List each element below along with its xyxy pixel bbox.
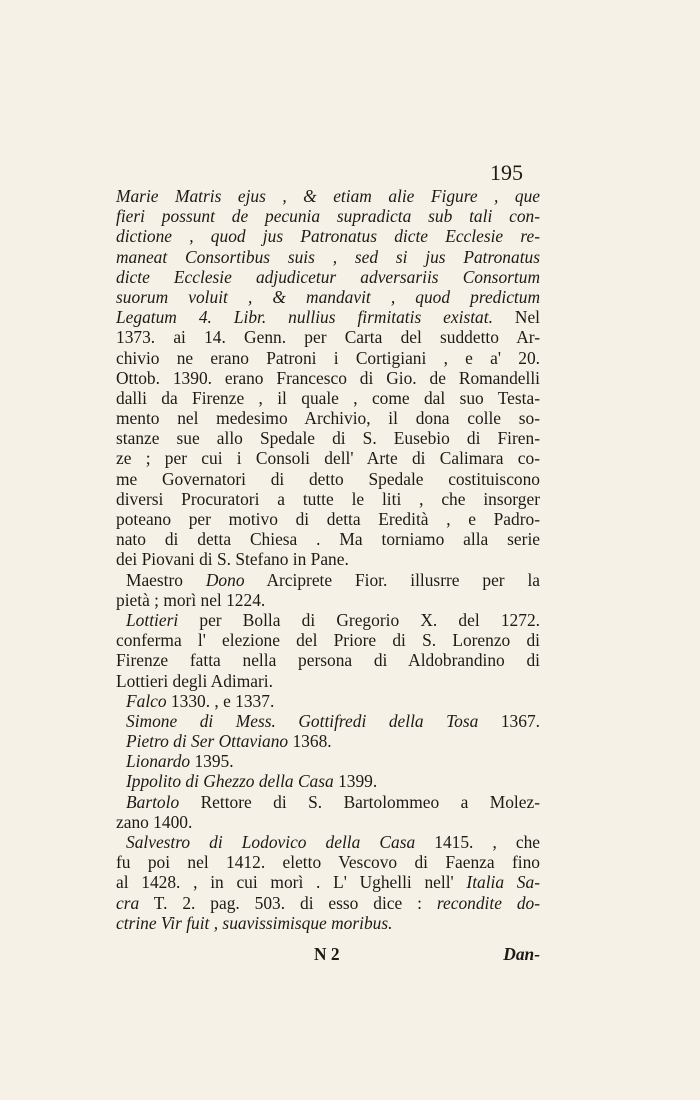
text-line xyxy=(116,650,540,670)
text-line xyxy=(116,348,540,368)
roman-text: stanze sue allo Spedale di S. Eusebio di Firen- xyxy=(116,428,540,449)
roman-text: dalli da Firenze , il quale , come dal suo Testa- xyxy=(116,387,540,408)
italic-text: Ippolito di Ghezzo della Casa xyxy=(126,771,334,792)
text-line xyxy=(116,872,540,892)
roman-text: 1367. xyxy=(478,710,540,731)
catchword: Dan- xyxy=(503,944,540,964)
text-line xyxy=(116,913,540,933)
text-line xyxy=(116,247,540,267)
text-line xyxy=(116,751,540,771)
roman-text: Nel xyxy=(492,307,540,328)
roman-text: conferma l' elezione del Priore di S. Lorenzo di xyxy=(116,630,540,651)
text-line xyxy=(116,832,540,852)
page-footer xyxy=(116,944,540,966)
roman-text: T. 2. pag. 503. di esso dice : xyxy=(139,892,437,913)
italic-text: Pietro di Ser Ottaviano xyxy=(126,731,289,752)
italic-text: suorum voluit , & mandavit , quod predictum xyxy=(116,286,540,307)
roman-text: Maestro xyxy=(126,569,206,590)
roman-text: dei Piovani di S. Stefano in Pane. xyxy=(116,549,349,570)
italic-text: Legatum 4. Libr. nullius firmitatis existat. xyxy=(116,307,493,328)
roman-text: poteano per motivo di detta Eredità , e Padro- xyxy=(116,509,540,529)
roman-text: Firenze fatta nella persona di Aldobrandino di xyxy=(116,650,540,671)
italic-text: Italia Sa- xyxy=(466,872,540,893)
italic-text: Lionardo xyxy=(126,751,191,772)
roman-text: Ottob. 1390. erano Francesco di Gio. de Romandelli xyxy=(116,367,540,388)
roman-text: Arciprete Fior. illusrre per la xyxy=(244,569,541,590)
italic-text: fieri possunt de pecunia supradicta sub tali con- xyxy=(116,206,540,227)
text-line xyxy=(116,368,540,388)
roman-text: me Governatori di detto Spedale costituiscono xyxy=(116,468,540,489)
text-line xyxy=(116,893,540,913)
text-line xyxy=(116,509,540,529)
roman-text: 1395. xyxy=(190,751,234,772)
italic-text: Bartolo xyxy=(126,791,180,812)
text-line xyxy=(116,287,540,307)
italic-text: recondite do- xyxy=(436,892,541,913)
roman-text: 1399. xyxy=(333,771,378,792)
roman-text: mento nel medesimo Archivio, il dona colle so- xyxy=(116,408,540,429)
text-line xyxy=(116,327,540,347)
text-line xyxy=(116,691,540,711)
text-line xyxy=(116,529,540,549)
text-line xyxy=(116,731,540,751)
text-line xyxy=(116,711,540,731)
text-line xyxy=(116,408,540,428)
italic-text: ctrine Vir fuit , suavissimisque moribus. xyxy=(116,912,393,933)
text-line xyxy=(116,549,540,569)
text-line xyxy=(116,428,540,448)
page-number: 195 xyxy=(490,160,523,185)
roman-text: ze ; per cui i Consoli dell' Arte di Calimara co- xyxy=(116,448,540,469)
text-line xyxy=(116,307,540,327)
text-line xyxy=(116,489,540,509)
roman-text: 1330. , e 1337. xyxy=(166,690,275,711)
roman-text: al 1428. , in cui morì . L' Ughelli nell' xyxy=(116,872,467,893)
italic-text: Simone di Mess. Gottifredi della Tosa xyxy=(126,710,479,731)
roman-text: 1373. ai 14. Genn. per Carta del suddetto Ar- xyxy=(116,327,540,348)
text-line xyxy=(116,671,540,691)
roman-text: 1368. xyxy=(288,731,332,752)
roman-text: pietà ; morì nel 1224. xyxy=(116,589,266,610)
roman-text: chivio ne erano Patroni i Cortigiani , e a' 20. xyxy=(116,347,540,368)
text-line xyxy=(116,630,540,650)
italic-text: Salvestro di Lodovico della Casa xyxy=(126,832,416,852)
text-line xyxy=(116,448,540,468)
text-line xyxy=(116,388,540,408)
text-line xyxy=(116,226,540,246)
text-line xyxy=(116,590,540,610)
roman-text: fu poi nel 1412. eletto Vescovo di Faenza fino xyxy=(116,852,540,873)
italic-text: Lottieri xyxy=(126,609,179,630)
text-line xyxy=(116,186,540,206)
text-line xyxy=(116,771,540,791)
text-line xyxy=(116,570,540,590)
text-line xyxy=(116,852,540,872)
roman-text: Rettore di S. Bartolommeo a Molez- xyxy=(179,791,540,812)
roman-text: Lottieri degli Adimari. xyxy=(116,670,273,691)
body-text xyxy=(116,186,540,933)
italic-text: dictione , quod jus Patronatus dicte Ecclesie re- xyxy=(116,226,540,247)
text-line xyxy=(116,812,540,832)
roman-text: nato di detta Chiesa . Ma torniamo alla serie xyxy=(116,529,540,550)
text-line xyxy=(116,469,540,489)
text-line xyxy=(116,792,540,812)
roman-text: per Bolla di Gregorio X. del 1272. xyxy=(178,609,540,630)
text-line xyxy=(116,206,540,226)
text-line xyxy=(116,610,540,630)
italic-text: Falco xyxy=(126,690,167,711)
roman-text: zano 1400. xyxy=(116,811,193,832)
italic-text: Dono xyxy=(205,569,245,590)
italic-text: Marie Matris ejus , & etiam alie Figure , que xyxy=(116,186,540,206)
gathering-signature: N 2 xyxy=(314,944,340,964)
roman-text: 1415. , che xyxy=(415,832,541,852)
italic-text: dicte Ecclesie adjudicetur adversariis Consortum xyxy=(116,266,540,287)
italic-text: maneat Consortibus suis , sed si jus Patronatus xyxy=(116,246,540,267)
roman-text: diversi Procuratori a tutte le liti , che insorger xyxy=(116,488,540,509)
italic-text: cra xyxy=(116,892,140,913)
text-line xyxy=(116,267,540,287)
